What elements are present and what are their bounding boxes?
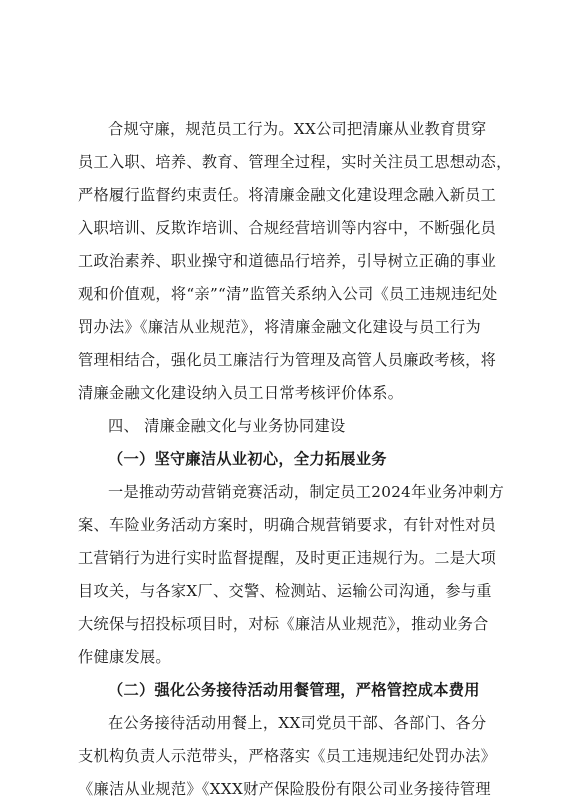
section-heading: 四、 清廉金融文化与业务协同建设 (108, 417, 346, 435)
paragraph-line: 严格履行监督约束责任。将清廉金融文化建设理念融入新员工 (78, 186, 497, 204)
paragraph-line: 案、车险业务活动方案时，明确合规营销要求，有针对性对员 (78, 516, 497, 534)
paragraph-line: 观和价值观，将“亲”“清”监管关系纳入公司《员工违规违纪处 (78, 285, 498, 303)
subsection-heading: （一）坚守廉洁从业初心，全力拓展业务 (108, 450, 387, 468)
paragraph-line: 一是推动劳动营销竞赛活动，制定员工2024年业务冲刺方 (108, 483, 505, 501)
paragraph-line: 作健康发展。 (78, 648, 171, 666)
paragraph-line: 管理相结合，强化员工廉洁行为管理及高管人员廉政考核，将 (78, 351, 497, 369)
paragraph-line: 目攻关，与各家X厂、交警、检测站、运输公司沟通，参与重 (78, 582, 492, 600)
paragraph-line: 在公务接待活动用餐上，XX司党员干部、各部门、各分 (108, 714, 487, 732)
paragraph-line: 工营销行为进行实时监督提醒，及时更正违规行为。二是大项 (78, 549, 497, 567)
paragraph-line: 大统保与招投标项目时，对标《廉洁从业规范》，推动业务合 (78, 615, 489, 633)
paragraph-line: 入职培训、反欺诈培训、合规经营培训等内容中，不断强化员 (78, 219, 497, 237)
paragraph-line: 工政治素养、职业操守和道德品行培养，引导树立正确的事业 (78, 252, 497, 270)
paragraph-line: 支机构负责人示范带头，严格落实《员工违规违纪处罚办法》 (78, 747, 497, 765)
paragraph-line: 罚办法》《廉洁从业规范》，将清廉金融文化建设与员工行为 (78, 318, 481, 336)
paragraph-line: 清廉金融文化建设纳入员工日常考核评价体系。 (78, 384, 404, 402)
paragraph-line: 员工入职、培养、教育、管理全过程，实时关注员工思想动态， (78, 153, 512, 171)
paragraph-line: 《廉洁从业规范》《XXX财产保险股份有限公司业务接待管理 (78, 780, 491, 798)
paragraph-line: 合规守廉，规范员工行为。XX公司把清廉从业教育贯穿 (108, 120, 487, 138)
subsection-heading: （二）强化公务接待活动用餐管理，严格管控成本费用 (108, 681, 480, 699)
